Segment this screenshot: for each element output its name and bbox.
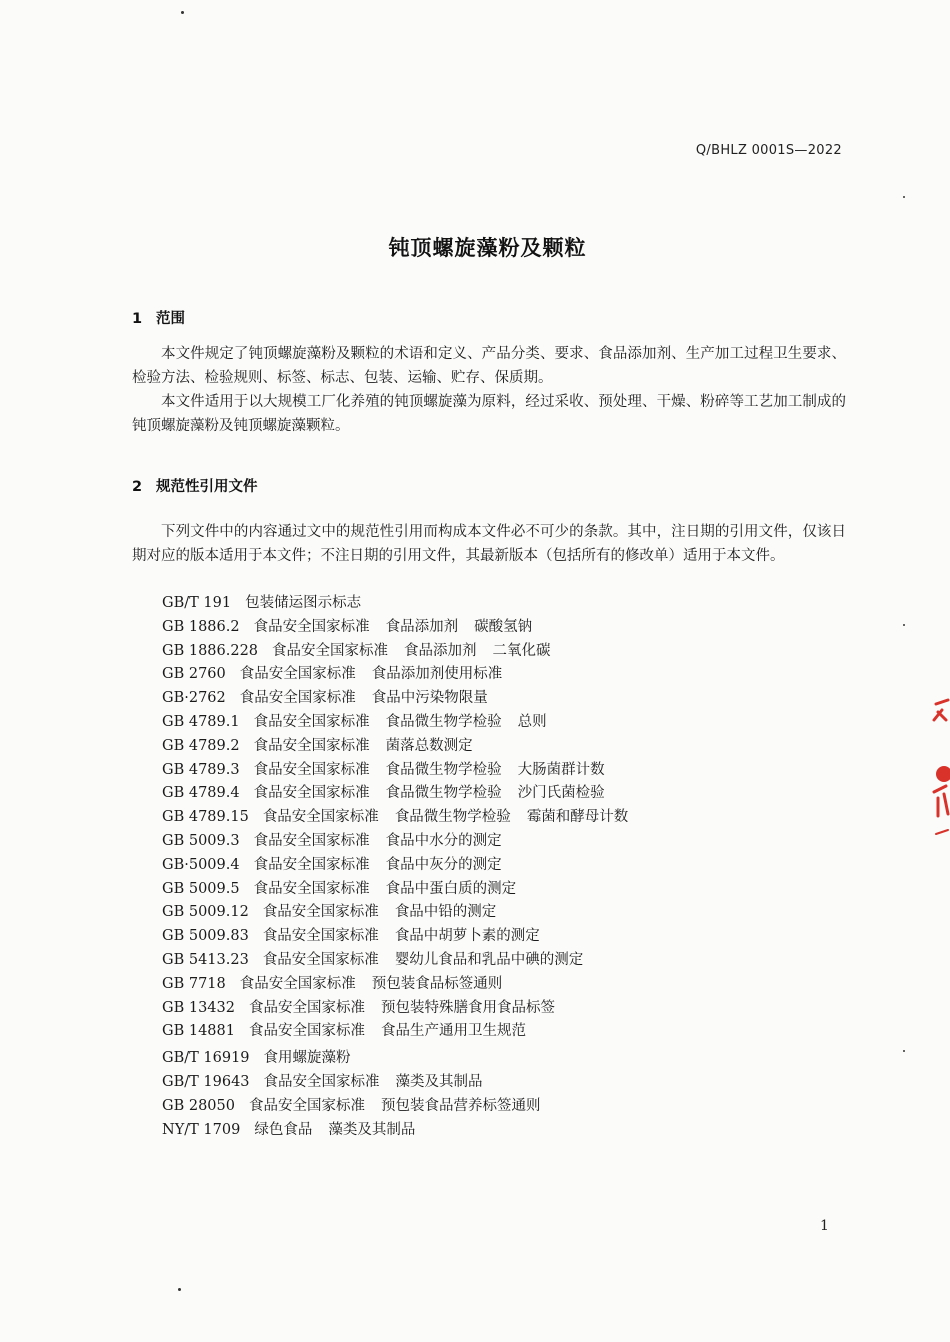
seal-fragment	[928, 690, 950, 840]
scope-paragraph-1: 本文件规定了钝顶螺旋藻粉及颗粒的术语和定义、产品分类、要求、食品添加剂、生产加工过程卫生要求、检验方法、检验规则、标签、标志、包装、运输、贮存、保质期。	[132, 346, 846, 386]
reference-title-part: 食品安全国家标准	[253, 856, 370, 873]
reference-title-part: 食品微生物学检验	[385, 713, 502, 730]
reference-title-part: 食品安全国家标准	[253, 761, 370, 778]
reference-item	[162, 901, 644, 925]
section-number: 1	[132, 311, 143, 327]
reference-code: GB 4789.15	[162, 809, 249, 826]
reference-title-part: 食品中蛋白质的测定	[385, 880, 517, 897]
reference-title-part: 食品添加剂	[385, 618, 459, 635]
reference-title-part: 食品安全国家标准	[253, 832, 370, 849]
reference-title-part: 食品安全国家标准	[272, 642, 389, 659]
reference-title-part: 食品安全国家标准	[253, 880, 370, 897]
scan-speck	[903, 624, 905, 626]
reference-code: GB 7718	[162, 975, 226, 992]
reference-code: GB 5413.23	[162, 951, 249, 968]
reference-title-part: 食品中铅的测定	[394, 904, 497, 921]
reference-item	[162, 782, 644, 806]
reference-title-part: 食品微生物学检验	[385, 761, 502, 778]
reference-title-part: 食品安全国家标准	[248, 1097, 365, 1114]
reference-item	[162, 735, 644, 759]
document-code: Q/BHLZ 0001S—2022	[695, 143, 842, 158]
reference-code: GB 5009.12	[162, 904, 249, 921]
reference-item	[162, 663, 644, 687]
reference-code: GB 4789.1	[162, 713, 240, 730]
reference-code: GB 2760	[162, 666, 226, 683]
reference-title-part: 食品安全国家标准	[262, 951, 379, 968]
reference-item	[162, 616, 644, 640]
reference-title-part: 霉菌和酵母计数	[526, 809, 629, 826]
reference-title-part: 食品安全国家标准	[253, 618, 370, 635]
reference-title-part: 大肠菌群计数	[517, 761, 605, 778]
reference-title-part: 食品安全国家标准	[262, 809, 379, 826]
reference-title-part: 食品安全国家标准	[239, 975, 356, 992]
reference-code: GB/T 191	[162, 595, 232, 611]
reference-code: GB/T 19643	[162, 1073, 250, 1090]
reference-item	[162, 1047, 644, 1071]
reference-title-part: 食品中水分的测定	[385, 832, 502, 849]
page-number: 1	[820, 1218, 829, 1234]
reference-title-part: 食品安全国家标准	[262, 928, 379, 945]
reference-title-part: 菌落总数测定	[385, 737, 473, 754]
reference-title-part: 食品安全国家标准	[262, 904, 379, 921]
reference-code: GB 4789.3	[162, 761, 240, 778]
reference-code: NY/T 1709	[162, 1121, 241, 1138]
reference-item	[162, 640, 644, 664]
reference-title-part: 食品安全国家标准	[248, 999, 365, 1016]
reference-item	[162, 854, 644, 878]
reference-code: GB 1886.228	[162, 642, 259, 659]
reference-item	[162, 1071, 644, 1095]
reference-code: GB 4789.4	[162, 785, 240, 802]
reference-item	[162, 1095, 644, 1119]
reference-item	[162, 878, 644, 902]
reference-code: GB·5009.4	[162, 856, 240, 873]
reference-title-part: 食品微生物学检验	[394, 809, 511, 826]
reference-title-part: 食用螺旋藻粉	[263, 1050, 351, 1067]
reference-title-part: 食品添加剂使用标准	[371, 666, 503, 683]
reference-item	[162, 973, 644, 997]
reference-title-part: 婴幼儿食品和乳品中碘的测定	[394, 951, 584, 968]
document-title: 钝顶螺旋藻粉及颗粒	[388, 236, 587, 260]
reference-code: GB 13432	[162, 999, 235, 1016]
reference-code: GB 5009.5	[162, 880, 240, 897]
reference-item	[162, 592, 644, 616]
reference-title-part: 食品生产通用卫生规范	[380, 1023, 526, 1040]
reference-title-part: 二氧化碳	[492, 642, 551, 659]
reference-code: GB 14881	[162, 1023, 235, 1040]
reference-item	[162, 949, 644, 973]
reference-item	[162, 687, 644, 711]
reference-title-part: 预包装食品营养标签通则	[380, 1097, 541, 1114]
reference-item	[162, 806, 644, 830]
reference-item	[162, 1020, 644, 1044]
section-heading-scope	[132, 307, 185, 328]
scan-speck	[903, 1050, 905, 1052]
reference-title-part: 食品添加剂	[404, 642, 477, 659]
section-title: 范围	[156, 311, 185, 327]
reference-item	[162, 925, 644, 949]
reference-code: GB 28050	[162, 1097, 235, 1114]
reference-title-part: 藻类及其制品	[395, 1073, 483, 1090]
reference-code: GB 5009.3	[162, 832, 240, 849]
reference-code: GB 5009.83	[162, 928, 249, 945]
reference-item	[162, 997, 644, 1021]
reference-title-part: 食品安全国家标准	[248, 1023, 365, 1040]
reference-title-part: 食品安全国家标准	[253, 737, 370, 754]
reference-code: GB 1886.2	[162, 618, 240, 635]
reference-title-part: 碳酸氢钠	[474, 618, 533, 635]
section-heading-normative-references	[132, 475, 258, 496]
reference-title-part: 食品安全国家标准	[239, 666, 356, 683]
reference-title-part: 藻类及其制品	[328, 1121, 416, 1138]
reference-title-part: 包装储运图示标志	[245, 595, 362, 611]
section-number: 2	[132, 479, 143, 495]
reference-title-part: 食品安全国家标准	[263, 1073, 380, 1090]
reference-title-part: 食品中灰分的测定	[385, 856, 502, 873]
reference-code: GB 4789.2	[162, 737, 240, 754]
reference-title-part: 食品中污染物限量	[371, 690, 488, 707]
scan-speck	[178, 1288, 181, 1291]
reference-item	[162, 711, 644, 735]
reference-item	[162, 830, 644, 854]
reference-title-part: 食品微生物学检验	[385, 785, 502, 802]
scope-paragraph-2: 本文件适用于以大规模工厂化养殖的钝顶螺旋藻为原料，经过采收、预处理、干燥、粉碎等工艺加工制成的钝顶螺旋藻粉及钝顶螺旋藻颗粒。	[132, 394, 846, 434]
scan-speck	[903, 196, 905, 198]
reference-title-part: 食品安全国家标准	[253, 785, 370, 802]
reference-title-part: 预包装食品标签通则	[371, 975, 503, 992]
references-intro-paragraph: 下列文件中的内容通过文中的规范性引用而构成本文件必不可少的条款。其中，注日期的引用文件，仅该日期对应的版本适用于本文件；不注日期的引用文件，其最新版本（包括所有的修改单）适用于本文件。	[132, 524, 846, 564]
reference-code: GB/T 16919	[162, 1050, 250, 1067]
reference-title-part: 沙门氏菌检验	[517, 785, 605, 802]
reference-title-part: 总则	[517, 713, 547, 730]
reference-title-part: 绿色食品	[254, 1121, 313, 1138]
reference-title-part: 食品中胡萝卜素的测定	[394, 928, 540, 945]
reference-list	[162, 592, 644, 1142]
section-title: 规范性引用文件	[156, 479, 258, 495]
scan-speck	[181, 11, 184, 14]
reference-title-part: 食品安全国家标准	[253, 713, 370, 730]
reference-item	[162, 759, 644, 783]
reference-item	[162, 1119, 644, 1143]
reference-title-part: 食品安全国家标准	[239, 690, 356, 707]
reference-title-part: 预包装特殊膳食用食品标签	[380, 999, 555, 1016]
reference-code: GB·2762	[162, 690, 226, 707]
